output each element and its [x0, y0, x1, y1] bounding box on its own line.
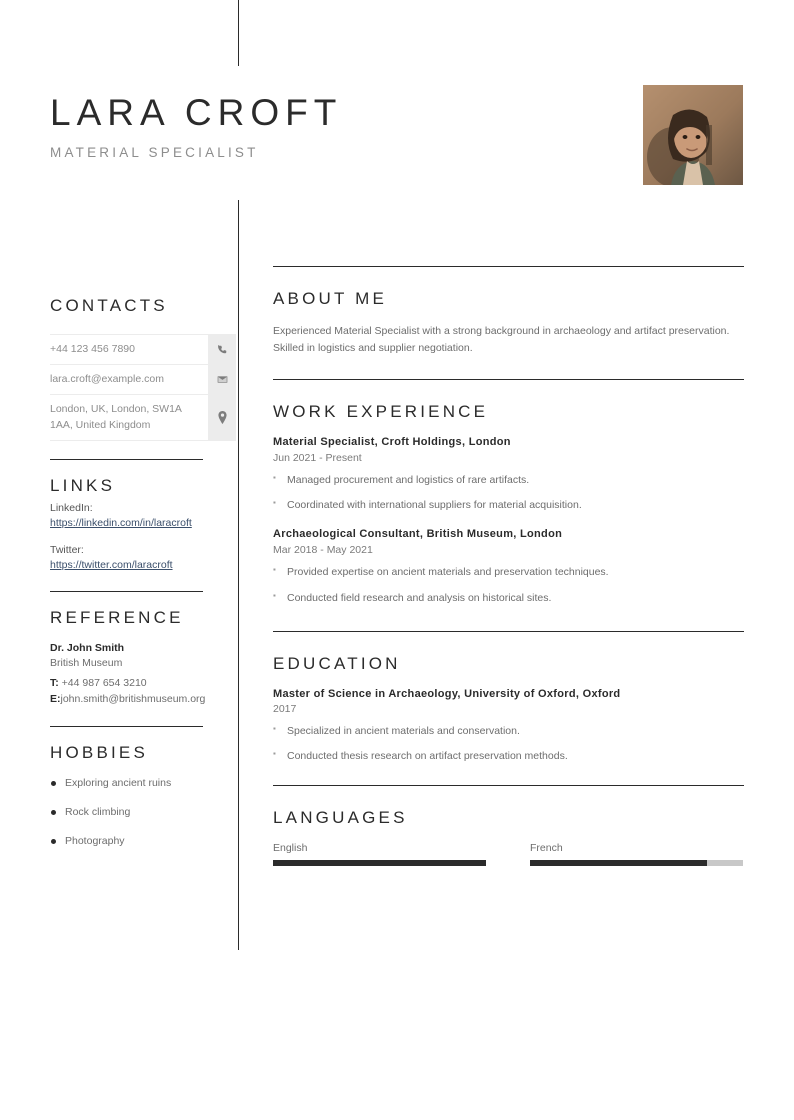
envelope-icon	[208, 365, 236, 394]
language-name: French	[530, 842, 563, 855]
language-bar-track	[530, 860, 743, 866]
language-item-french	[530, 842, 743, 866]
list-item: ▪ Provided expertise on ancient materials and preservation techniques.	[273, 565, 745, 581]
reference-phone-row	[50, 676, 240, 692]
experience-item	[273, 528, 745, 607]
list-item: ▪ Conducted field research and analysis on historical sites.	[273, 591, 745, 607]
resume-header	[50, 92, 342, 160]
list-item: Rock climbing	[50, 806, 240, 818]
avatar	[643, 85, 743, 185]
job-title: Material Specialist, Croft Holdings, London	[273, 435, 511, 448]
experience-item	[273, 436, 745, 515]
list-item: ▪ Coordinated with international suppliers for material acquisition.	[273, 498, 745, 514]
sidebar	[50, 296, 240, 864]
divider	[50, 459, 203, 460]
divider	[50, 726, 203, 727]
language-bar-track	[273, 860, 486, 866]
location-pin-icon	[208, 395, 236, 439]
job-bullets	[273, 473, 745, 515]
link-url-twitter[interactable]: https://twitter.com/laracroft	[50, 559, 173, 572]
job-dates: Jun 2021 - Present	[273, 451, 362, 464]
header-divider-line	[238, 0, 239, 66]
education-year: 2017	[273, 702, 297, 715]
links-list	[50, 502, 240, 573]
education-item	[273, 688, 745, 766]
contact-address-value: London, UK, London, SW1A 1AA, United Kingdom	[50, 403, 182, 431]
contact-item	[50, 334, 236, 365]
languages-list	[273, 842, 745, 866]
reference-email-label: E:	[50, 693, 61, 706]
reference-phone-value: +44 987 654 3210	[61, 677, 147, 690]
education-title: EDUCATION	[273, 653, 401, 673]
experience-section	[273, 380, 745, 607]
phone-icon	[208, 335, 236, 364]
link-item-linkedin	[50, 502, 240, 531]
reference-email-value: john.smith@britishmuseum.org	[60, 693, 206, 706]
contacts-title: CONTACTS	[50, 296, 168, 315]
reference-organization: British Museum	[50, 657, 123, 670]
main-content	[273, 266, 745, 866]
reference-title: REFERENCE	[50, 608, 184, 628]
list-item: Exploring ancient ruins	[50, 777, 240, 789]
language-bar-fill	[530, 860, 707, 866]
candidate-role: MATERIAL SPECIALIST	[50, 144, 259, 160]
hobbies-title: HOBBIES	[50, 742, 148, 762]
link-label: Twitter:	[50, 544, 84, 557]
language-bar-fill	[273, 860, 486, 866]
link-label: LinkedIn:	[50, 501, 93, 514]
languages-title: LANGUAGES	[273, 808, 408, 828]
experience-title: WORK EXPERIENCE	[273, 401, 489, 421]
contact-phone-value: +44 123 456 7890	[50, 343, 135, 355]
list-item: Photography	[50, 835, 240, 847]
contact-item	[50, 365, 236, 395]
job-title: Archaeological Consultant, British Museum, London	[273, 528, 563, 541]
education-degree: Master of Science in Archaeology, University of Oxford, Oxford	[273, 687, 621, 700]
reference-phone-label: T:	[50, 677, 59, 690]
hobbies-list	[50, 777, 240, 847]
contact-item	[50, 395, 236, 440]
reference-block	[50, 642, 240, 708]
portrait-illustration	[643, 85, 743, 185]
about-section	[273, 267, 745, 357]
contact-email-value: lara.croft@example.com	[50, 373, 164, 386]
link-item-twitter	[50, 544, 240, 573]
list-item: ▪ Conducted thesis research on artifact preservation methods.	[273, 749, 745, 765]
about-text: Experienced Material Specialist with a strong background in archaeology and artifact preservation. Skilled in logistics and supplier negotiation.	[273, 325, 730, 354]
list-item: ▪ Specialized in ancient materials and conservation.	[273, 724, 745, 740]
reference-name: Dr. John Smith	[50, 642, 125, 655]
divider	[50, 591, 203, 592]
job-bullets	[273, 565, 745, 607]
contacts-list	[50, 334, 236, 441]
education-section	[273, 632, 745, 766]
languages-section	[273, 786, 745, 866]
job-dates: Mar 2018 - May 2021	[273, 544, 373, 557]
links-title: LINKS	[50, 475, 116, 495]
link-url-linkedin[interactable]: https://linkedin.com/in/laracroft	[50, 516, 192, 529]
candidate-name: LARA CROFT	[50, 92, 343, 133]
education-bullets	[273, 724, 745, 766]
reference-email-row	[50, 692, 240, 708]
list-item: ▪ Managed procurement and logistics of rare artifacts.	[273, 473, 745, 489]
language-item-english	[273, 842, 486, 866]
about-title: ABOUT ME	[273, 289, 388, 308]
language-name: English	[273, 842, 308, 855]
